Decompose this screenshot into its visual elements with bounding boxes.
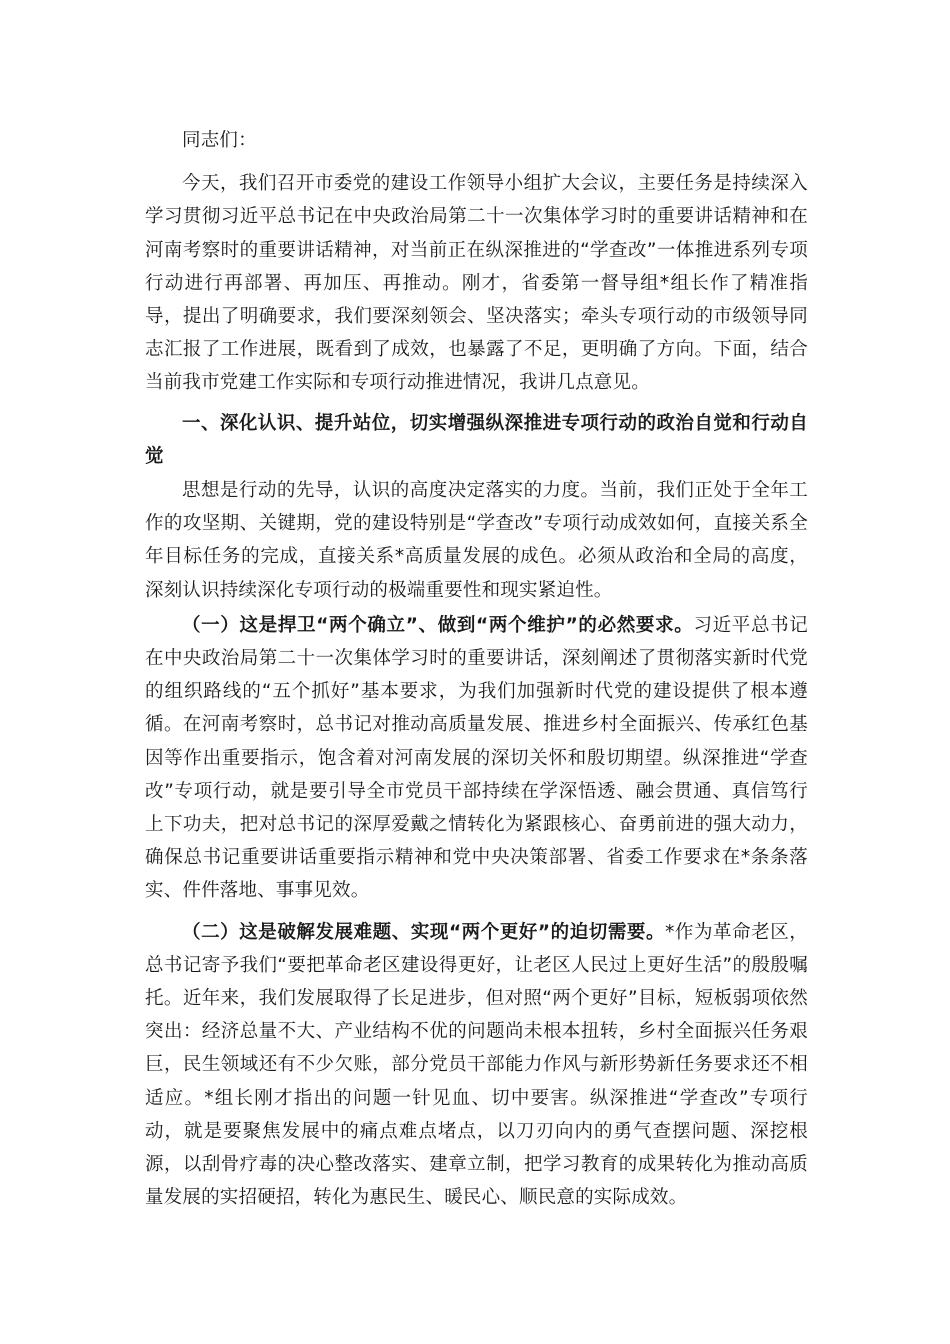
point-two-paragraph bbox=[145, 916, 808, 1215]
section-heading: 一、深化认识、提升站位，切实增强纵深推进专项行动的政治自觉和行动自觉 bbox=[145, 412, 808, 467]
document-body bbox=[145, 124, 808, 1215]
spacer bbox=[145, 908, 808, 914]
section-intro-paragraph: 思想是行动的先导，认识的高度决定落实的力度。当前，我们正处于全年工作的攻坚期、关键期，党的建设特别是“学查改”专项行动成效如何，直接关系全年目标任务的完成，直接关系*高质量发展的成色。必须从政治和全局的高度，深刻认识持续深化专项行动的极端重要性和现实紧迫性。 bbox=[145, 480, 808, 601]
point-one-paragraph bbox=[145, 609, 808, 908]
point-two-body: *作为革命老区，总书记寄予我们“要把革命老区建设得更好，让老区人民过上更好生活”的殷殷嘱托。近年来，我们发展取得了长足进步，但对照“两个更好”目标，短板弱项依然突出：经济总量不大、产业结构不优的问题尚未根本扭转，乡村全面振兴任务艰巨，民生领域还有不少欠账，部分党员干部能力作风与新形势新任务要求还不相适应。*组长刚才指出的问题一针见血、切中要害。纵深推进“学查改”专项行动，就是要聚焦发展中的痛点难点堵点，以刀刃向内的勇气查摆问题、深挖根源，以刮骨疗毒的决心整改落实、建章立制，把学习教育的成果转化为推动高质量发展的实招硬招，转化为惠民生、暖民心、顺民意的实际成效。 bbox=[145, 921, 808, 1209]
point-one-body: 习近平总书记在中央政治局第二十一次集体学习时的重要讲话，深刻阐述了贯彻落实新时代党的组织路线的“五个抓好”基本要求，为我们加强新时代党的建设提供了根本遵循。在河南考察时，总书记对推动高质量发展、推进乡村全面振兴、传承红色基因等作出重要指示，饱含着对河南发展的深切关怀和殷切期望。纵深推进“学查改”专项行动，就是要引导全市党员干部持续在学深悟透、融会贯通、真信笃行上下功夫，把对总书记的深厚爱戴之情转化为紧跟核心、奋勇前进的强大动力，确保总书记重要讲话重要指示精神和党中央决策部署、省委工作要求在*条条落实、件件落地、事事见效。 bbox=[145, 614, 808, 902]
salutation: 同志们： bbox=[182, 130, 257, 151]
point-one-lead: （一）这是捍卫“两个确立”、做到“两个维护”的必然要求。 bbox=[182, 614, 694, 636]
spacer bbox=[145, 400, 808, 406]
point-two-lead: （二）这是破解发展难题、实现“两个更好”的迫切需要。 bbox=[182, 921, 666, 943]
opening-paragraph: 今天，我们召开市委党的建设工作领导小组扩大会议，主要任务是持续深入学习贯彻习近平总书记在中央政治局第二十一次集体学习时的重要讲话精神和在河南考察时的重要讲话精神，对当前正在纵深推进的“学查改”一体推进系列专项行动进行再部署、再加压、再推动。刚才，省委第一督导组*组长作了精准指导，提出了明确要求，我们要深刻领会、坚决落实；牵头专项行动的市级领导同志汇报了工作进展，既看到了成效，也暴露了不足，更明确了方向。下面，结合当前我市党建工作实际和专项行动推进情况，我讲几点意见。 bbox=[145, 173, 808, 394]
